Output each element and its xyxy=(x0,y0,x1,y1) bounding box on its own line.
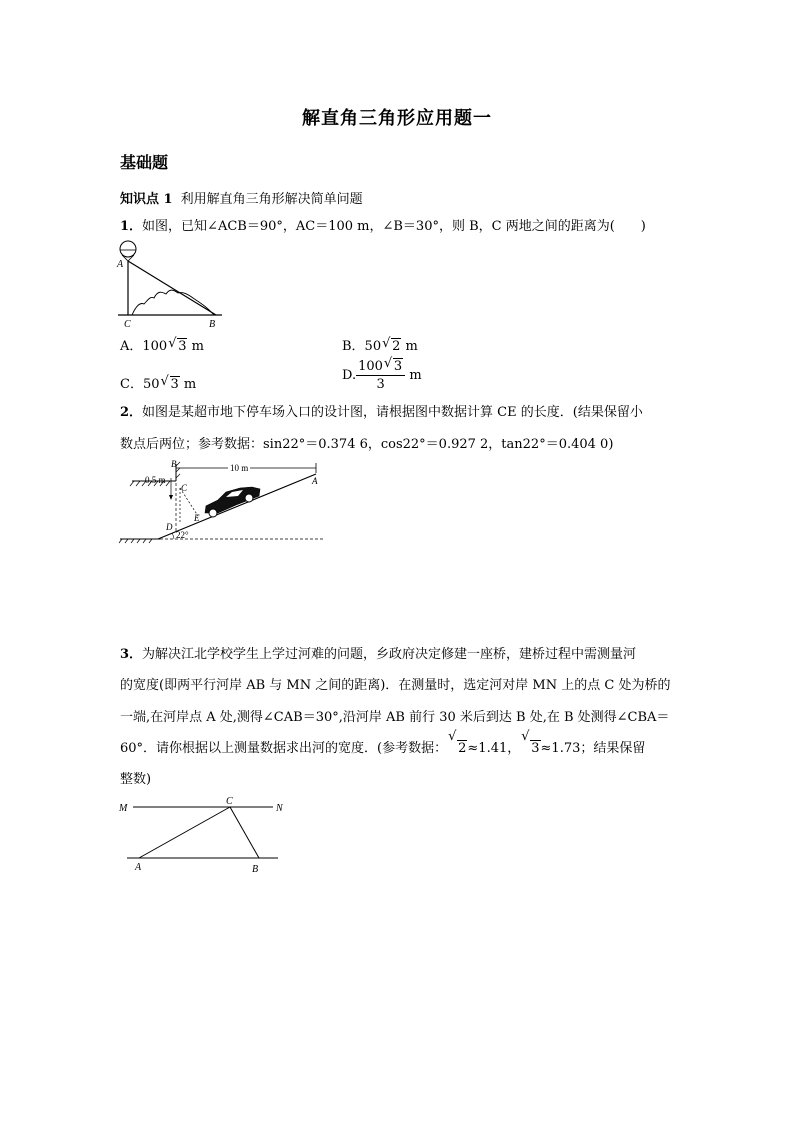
option-c xyxy=(120,373,196,392)
label-half-m: 0.5 m xyxy=(145,475,166,485)
label-c: C xyxy=(181,483,188,493)
option-c-unit: m xyxy=(179,377,197,392)
label-angle: 22° xyxy=(176,530,189,540)
sqrt-symbol: √ 3 xyxy=(168,336,187,354)
label-c: C xyxy=(124,319,131,330)
question-3-line-1 xyxy=(120,639,675,670)
question-3-line-3: 一端,在河岸点 A 处,测得∠CAB＝30°,沿河岸 AB 前行 30 米后到达 B 处,在 B 处测得∠CBA＝ xyxy=(120,710,670,725)
label-b: B xyxy=(209,319,216,330)
question-3-number: 3． xyxy=(120,647,143,662)
car-icon xyxy=(205,487,260,517)
option-a-prefix: A．100 xyxy=(120,339,168,354)
question-2-number: 2． xyxy=(120,405,143,420)
option-a xyxy=(120,335,204,354)
question-3-text-1: 为解决江北学校学生上学过河难的问题，乡政府决定修建一座桥，建桥过程中需测量河 xyxy=(142,647,637,662)
label-d: D xyxy=(166,522,173,532)
question-1-figure xyxy=(112,238,227,330)
question-3-text-4b: ≈1.41， xyxy=(467,741,521,756)
option-b-prefix: B．50 xyxy=(342,339,382,354)
option-d-unit: m xyxy=(405,368,422,383)
option-d-radicand: 3 xyxy=(393,359,403,374)
question-1-text: 如图，已知∠ACB＝90°，AC＝100 m，∠B＝30°，则 B，C 两地之间的距离为( ) xyxy=(142,219,646,234)
option-b-radicand: 2 xyxy=(392,339,401,354)
mountain-outline xyxy=(132,290,214,315)
question-3-text-4a: 60°．请你根据以上测量数据求出河的宽度．(参考数据： xyxy=(120,741,448,756)
knowledge-point xyxy=(120,188,363,207)
label-a: A xyxy=(135,862,142,873)
sqrt-symbol: √ 3 xyxy=(160,374,179,392)
question-1-stem xyxy=(120,220,646,233)
question-2-line-1 xyxy=(120,406,643,419)
section-heading: 基础题 xyxy=(120,153,169,172)
question-2-figure xyxy=(118,460,328,545)
knowledge-point-label: 知识点 1 xyxy=(120,192,173,207)
question-3-line-5: 整数) xyxy=(120,772,152,787)
question-3-text-4c: ≈1.73；结果保留 xyxy=(540,741,646,756)
option-a-radicand: 3 xyxy=(178,339,187,354)
option-d-denominator: 3 xyxy=(376,377,385,392)
sqrt-2-radicand: 2 xyxy=(458,741,467,756)
label-c: C xyxy=(226,796,233,807)
question-3-line-4 xyxy=(120,729,675,764)
balloon-icon xyxy=(120,241,136,257)
label-e: E xyxy=(194,513,200,523)
label-a: A xyxy=(117,259,124,270)
segment-ab xyxy=(128,261,216,315)
label-a: A xyxy=(312,476,318,486)
question-3-line-2: 的宽度(即两平行河岸 AB 与 MN 之间的距离)．在测量时，选定河对岸 MN 上的点 C 处为桥的 xyxy=(120,678,671,693)
question-2-line-2: 数点后两位；参考数据：sin22°＝0.374 6，cos22°＝0.927 2，tan22°＝0.404 0) xyxy=(120,437,614,452)
option-d-prefix: D. xyxy=(342,368,357,383)
option-b xyxy=(342,335,418,354)
option-d xyxy=(342,356,422,392)
label-10m: 10 m xyxy=(230,463,249,473)
option-c-radicand: 3 xyxy=(170,377,179,392)
label-b: B xyxy=(252,864,259,875)
label-n: N xyxy=(276,803,283,814)
question-1-number: 1． xyxy=(120,219,143,234)
option-b-unit: m xyxy=(401,339,418,354)
question-3-figure xyxy=(115,793,295,878)
sqrt-symbol: √ 2 xyxy=(382,336,401,354)
sqrt-symbol: √ 3 xyxy=(521,729,540,756)
option-a-unit: m xyxy=(187,339,204,354)
fraction xyxy=(356,356,405,392)
option-d-numerator: 100 xyxy=(358,359,383,374)
label-b: B xyxy=(171,460,177,469)
question-2-text-1: 如图是某超市地下停车场入口的设计图，请根据图中数据计算 CE 的长度．(结果保留小 xyxy=(142,405,643,420)
page-title: 解直角三角形应用题一 xyxy=(302,108,492,129)
label-m: M xyxy=(119,803,128,814)
knowledge-point-text: 利用解直角三角形解决简单问题 xyxy=(180,192,363,207)
sqrt-3-radicand: 3 xyxy=(531,741,540,756)
sqrt-symbol: √ 3 xyxy=(383,356,403,374)
segment-ac xyxy=(139,807,230,858)
option-c-prefix: C．50 xyxy=(120,377,160,392)
segment-bc xyxy=(230,807,259,858)
sqrt-symbol: √ 2 xyxy=(448,729,467,756)
